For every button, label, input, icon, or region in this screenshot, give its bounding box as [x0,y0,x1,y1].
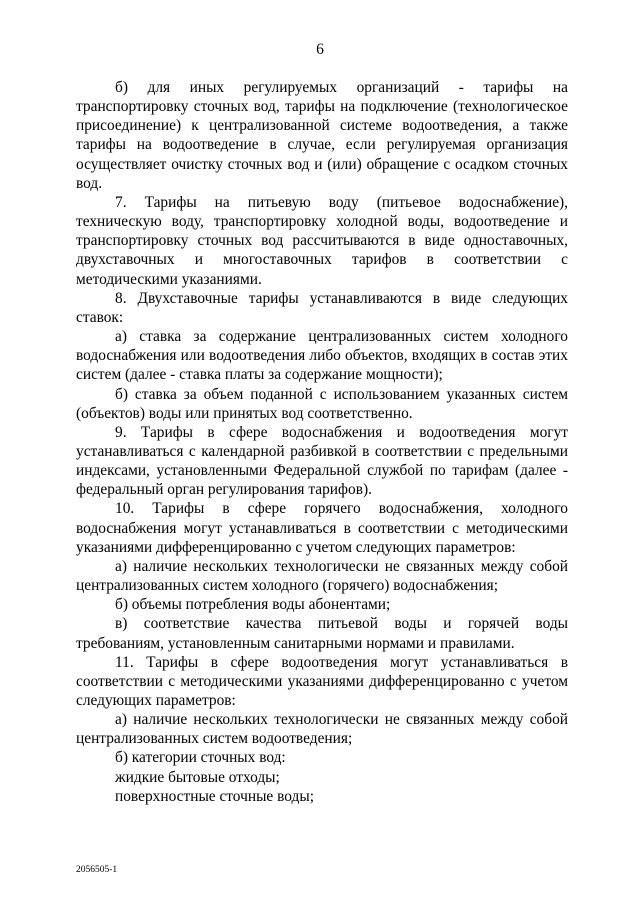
list-item-liquid-household-waste: жидкие бытовые отходы; [115,768,280,786]
paragraph-11-wastewater-differentiation: 11. Тарифы в сфере водоотведения могут устанавливаться в соответствии с методическими указаниями дифференцированно с учетом следующих параметров: [76,653,568,709]
paragraph-11b-wastewater-categories: б) категории сточных вод: [115,749,286,767]
list-item-surface-wastewater: поверхностные сточные воды; [115,787,314,805]
paragraph-b-other-organizations: б) для иных регулируемых организаций - тарифы на транспортировку сточных вод, тарифы на подключение (технологическое присоединение) к централизованной системе водоотведения, а также тарифы на водоотведение в случае, если регулируемая организация осуществляет очистку сточных вод и (или) обращение с осадком сточных вод. [76,79,568,192]
document-code: 2056505-1 [76,865,118,875]
paragraph-8b-volume-rate: б) ставка за объем поданной с использованием указанных систем (объектов) воды или принятых вод соответственно. [76,385,568,422]
paragraph-10b-consumption-volumes: б) объемы потребления воды абонентами; [115,596,391,614]
paragraph-7-tariff-types: 7. Тарифы на питьевую воду (питьевое водоснабжение), техническую воду, транспортировку холодной воды, водоотведение и транспортировку сточных вод рассчитываются в виде одноставочных, двухставочных и многоставочных тарифов в соответствии с методическими указаниями. [76,193,568,288]
paragraph-9-calendar-breakdown: 9. Тарифы в сфере водоснабжения и водоотведения могут устанавливаться с календарной разбивкой в соответствии с предельными индексами, установленными Федеральной службой по тарифам (далее - федеральный орган регулирования тарифов). [76,423,568,499]
page-number: 6 [316,41,324,58]
paragraph-8a-capacity-rate: а) ставка за содержание централизованных систем холодного водоснабжения или водоотведения либо объектов, входящих в состав этих систем (далее - ставка платы за содержание мощности); [76,328,568,384]
paragraph-10-water-supply-differentiation: 10. Тарифы в сфере горячего водоснабжения, холодного водоснабжения могут устанавливаться в соответствии с методическими указаниями дифференцированно с учетом следующих параметров: [76,500,568,556]
paragraph-11a-multiple-systems: а) наличие нескольких технологически не связанных между собой централизованных систем водоотведения; [76,711,568,748]
paragraph-8-two-part-tariffs: 8. Двухставочные тарифы устанавливаются в виде следующих ставок: [76,289,568,326]
paragraph-10a-multiple-systems: а) наличие нескольких технологически не связанных между собой централизованных систем холодного (горячего) водоснабжения; [76,557,568,595]
paragraph-10v-water-quality: в) соответствие качества питьевой воды и горячей воды требованиям, установленным санитарными нормами и правилами. [76,615,568,652]
document-body [76,78,568,806]
